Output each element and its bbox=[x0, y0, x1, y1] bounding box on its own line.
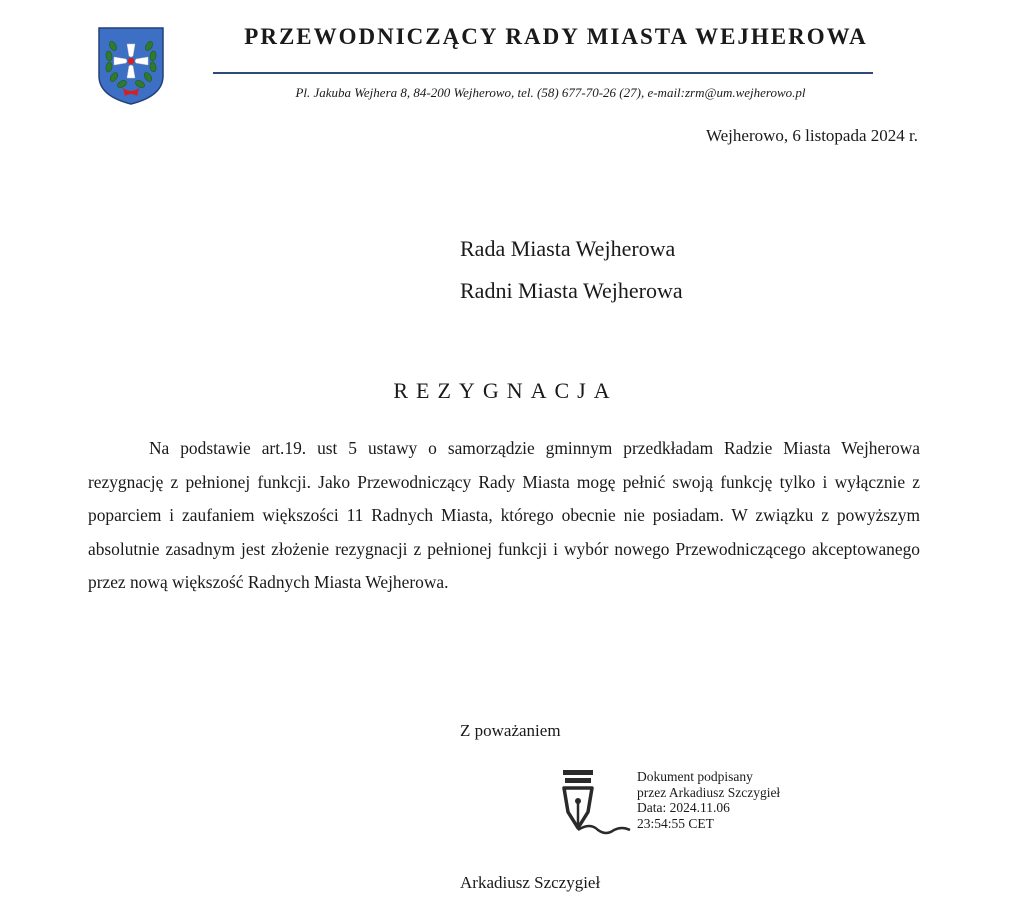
body-paragraph: Na podstawie art.19. ust 5 ustawy o samorządzie gminnym przedkładam Radzie Miasta Wejherowa rezygnację z pełnionej funkcji. Jako Przewodniczący Rady Miasta mogę pełnić swoją funkcję tylko i wyłącznie z poparciem i zaufaniem większości 11 Radnych Miasta, którego obecnie nie posiadam. W związku z powyższym absolutnie zasadnym jest złożenie rezygnacji z pełnionej funkcji i wybór nowego Przewodniczącego akceptowanego przez nową większość Radnych Miasta Wejherowa. bbox=[88, 438, 920, 592]
document-date: Wejherowo, 6 listopada 2024 r. bbox=[705, 126, 918, 145]
signature-line: 23:54:55 CET bbox=[637, 815, 714, 831]
signature-line: przez Arkadiusz Szczygieł bbox=[637, 784, 781, 800]
letterhead-address: Pl. Jakuba Wejhera 8, 84-200 Wejherowo, tel. (58) 677-70-26 (27), e-mail:zrm@um.wejherowo.pl bbox=[295, 85, 806, 100]
letterhead-divider bbox=[213, 72, 873, 74]
signature-line: Dokument podpisany bbox=[637, 769, 753, 784]
fountain-pen-nib-icon bbox=[556, 768, 634, 838]
closing-salutation: Z poważaniem bbox=[460, 721, 561, 740]
signature-line: Data: 2024.11.06 bbox=[637, 800, 730, 815]
recipient-line: Radni Miasta Wejherowa bbox=[460, 278, 683, 303]
digital-signature-info bbox=[637, 769, 780, 831]
letter-body bbox=[88, 432, 920, 600]
document-title: REZYGNACJA bbox=[393, 378, 618, 403]
letterhead-title: PRZEWODNICZĄCY RADY MIASTA WEJHEROWA bbox=[244, 24, 868, 49]
wejherowo-coat-of-arms-icon bbox=[97, 26, 165, 106]
recipient-line: Rada Miasta Wejherowa bbox=[460, 236, 676, 261]
signer-name: Arkadiusz Szczygieł bbox=[460, 873, 601, 892]
recipients-block bbox=[460, 228, 683, 312]
